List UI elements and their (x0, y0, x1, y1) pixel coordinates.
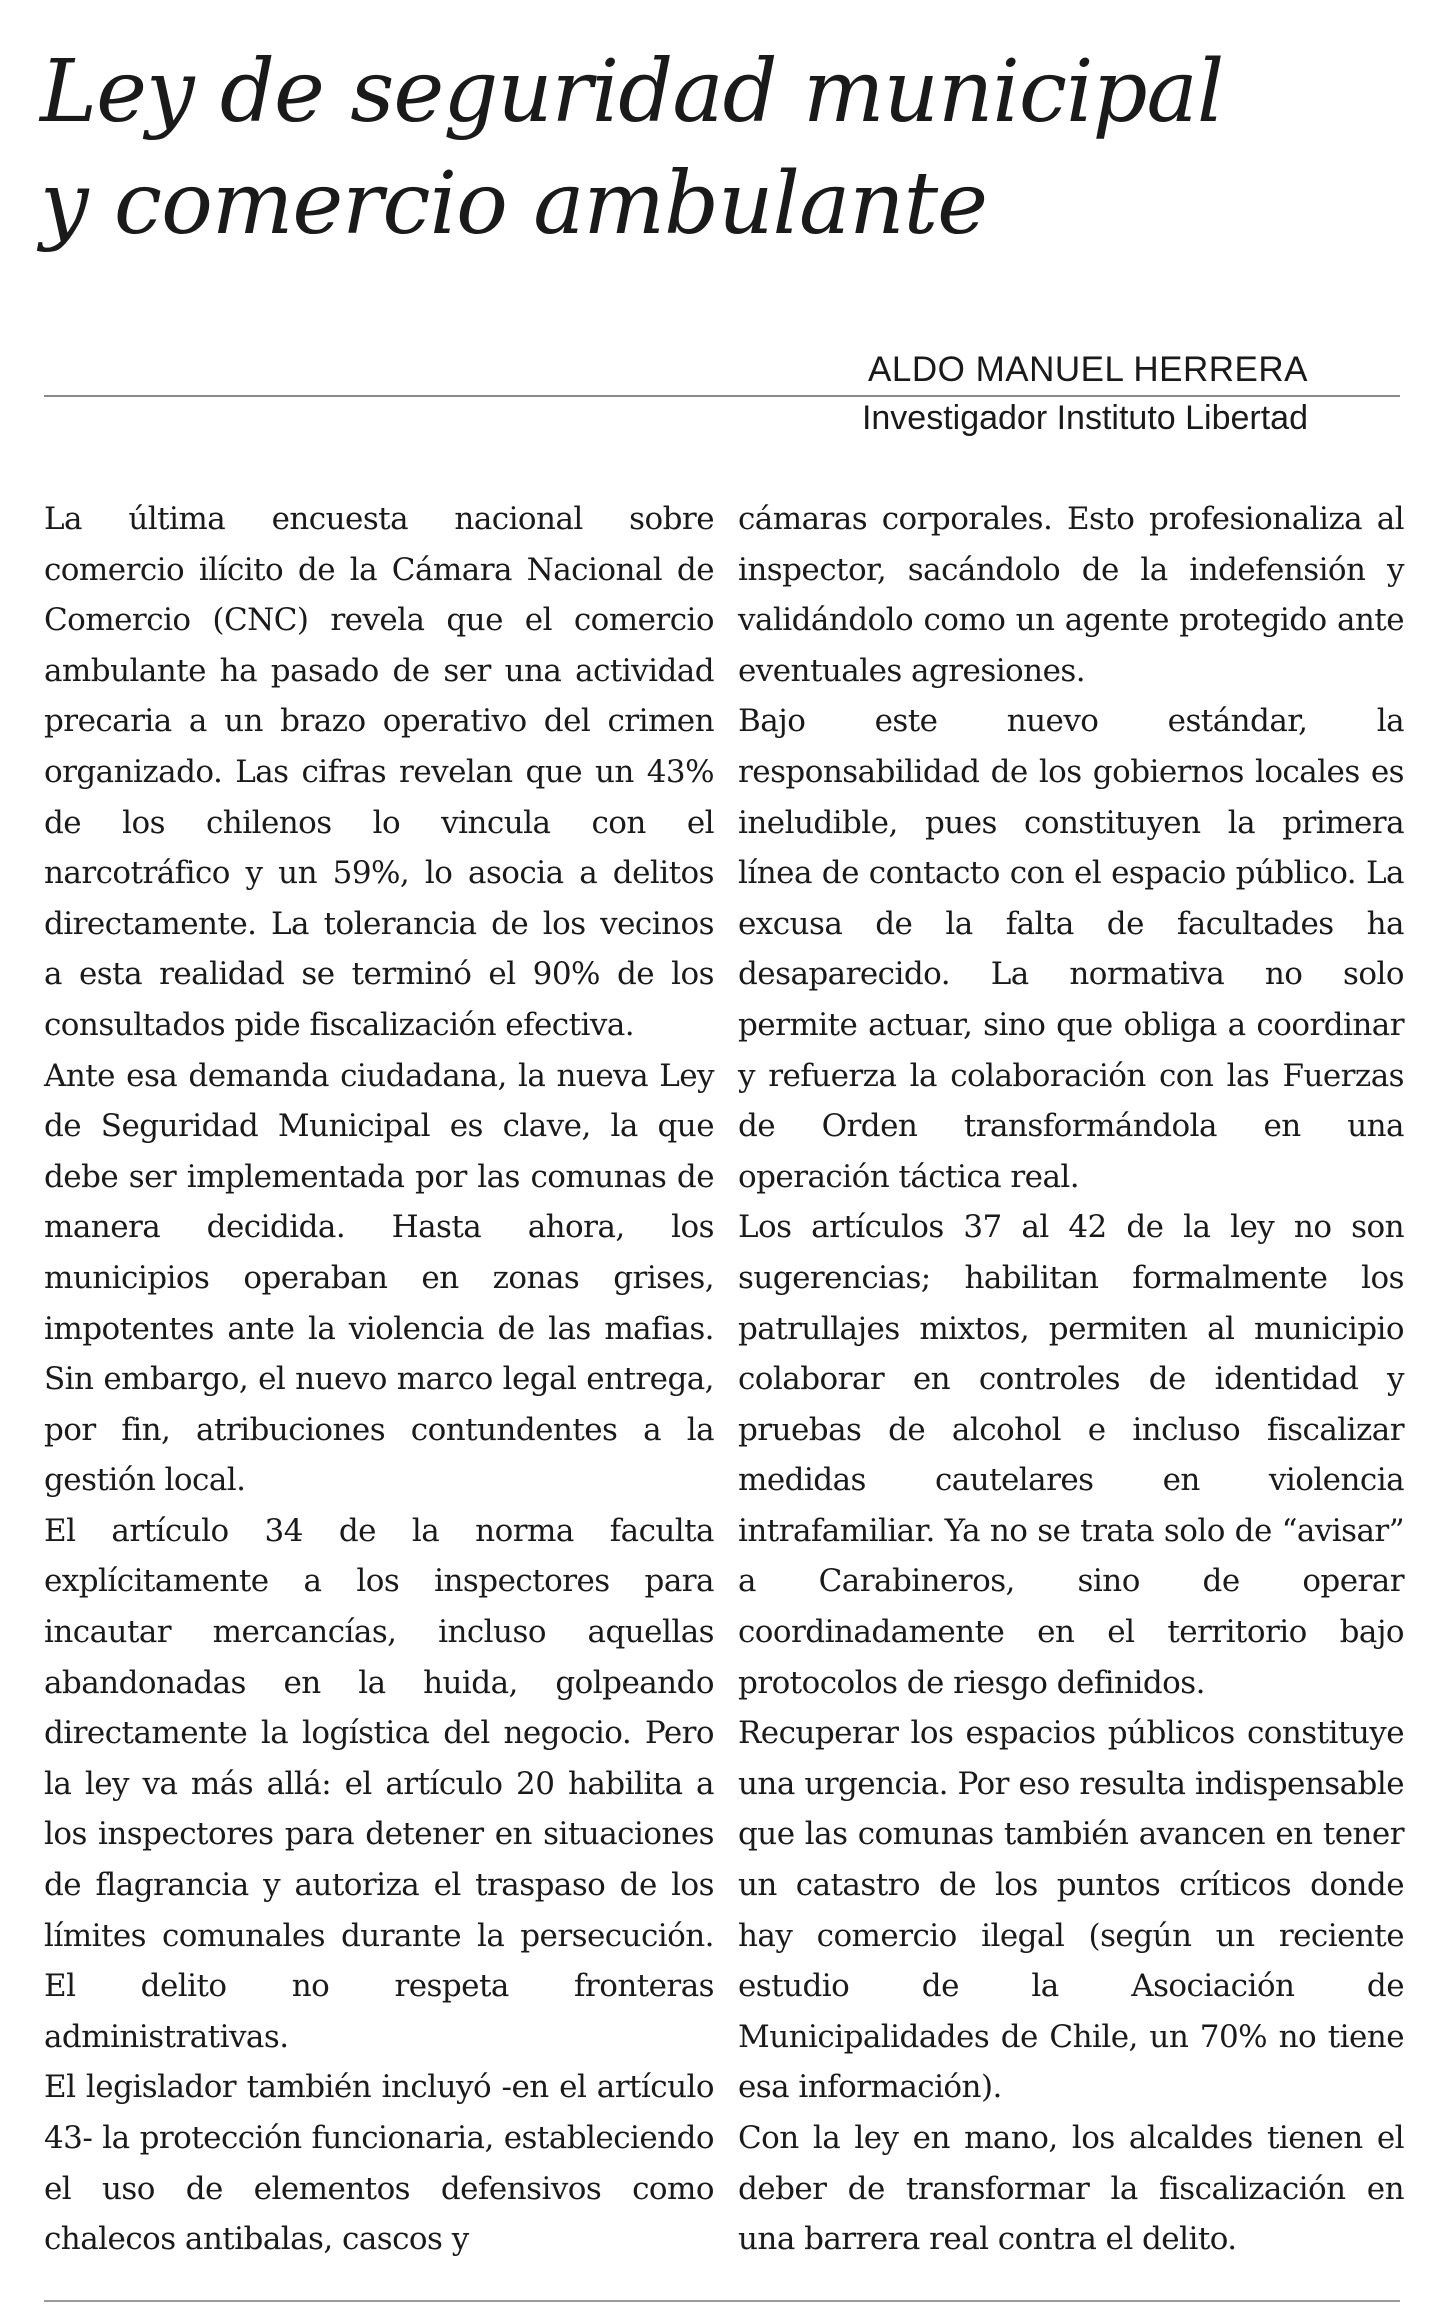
body-paragraph: Los artículos 37 al 42 de la ley no son sugerencias; habilitan formalmente los patrullajes mixtos, permiten al municipio colaborar en controles de identidad y pruebas de alcohol e incluso fiscalizar medidas cautelares en violencia intrafamiliar. Ya no se trata solo de “avisar” a Carabineros, sino de operar coordinadamente en el territorio bajo protocolos de riesgo definidos. (738, 1209, 1404, 1701)
body-paragraph: Recuperar los espacios públicos constituye una urgencia. Por eso resulta indispensable que las comunas también avancen en tener un catastro de los puntos críticos donde hay comercio ilegal (según un reciente estudio de la Asociación de Municipalidades de Chile, un 70% no tiene esa información). (738, 1715, 1404, 2106)
author-name: ALDO MANUEL HERRERA (868, 350, 1308, 389)
body-paragraph: Con la ley en mano, los alcaldes tienen el deber de transformar la fiscalización en una barrera real contra el delito. (738, 2120, 1404, 2258)
article-headline (40, 36, 1400, 260)
body-paragraph: Ante esa demanda ciudadana, la nueva Ley de Seguridad Municipal es clave, la que debe ser implementada por las comunas de manera decidida. Hasta ahora, los municipios operaban en zonas grises, impotentes ante la violencia de las mafias. Sin embargo, el nuevo marco legal entrega, por fin, atribuciones contundentes a la gestión local. (44, 1057, 714, 1499)
author-role: Investigador Instituto Libertad (861, 399, 1308, 437)
body-paragraph: Bajo este nuevo estándar, la responsabilidad de los gobiernos locales es ineludible, pues constituyen la primera línea de contacto con el espacio público. La excusa de la falta de facultades ha desaparecido. La normativa no solo permite actuar, sino que obliga a coordinar y refuerza la colaboración con las Fuerzas de Orden transformándola en una operación táctica real. (738, 703, 1404, 1195)
footer-divider (44, 2300, 1400, 2302)
body-paragraph: cámaras corporales. Esto profesionaliza al inspector, sacándolo de la indefensión y validándolo como un agente protegido ante eventuales agresiones. (738, 501, 1404, 689)
headline-line-2: y comercio ambulante (40, 154, 988, 254)
headline-line-1: Ley de seguridad municipal (40, 42, 1224, 142)
right-column (738, 494, 1404, 2265)
body-paragraph: La última encuesta nacional sobre comercio ilícito de la Cámara Nacional de Comercio (CNC) revela que el comercio ambulante ha pasado de ser una actividad precaria a un brazo operativo del crimen organizado. Las cifras revelan que un 43% de los chilenos lo vincula con el narcotráfico y un 59%, lo asocia a delitos directamente. La tolerancia de los vecinos a esta realidad se terminó el 90% de los consultados pide fiscalización efectiva. (44, 501, 714, 1043)
left-column (44, 494, 714, 2265)
byline (862, 346, 1308, 442)
header-divider (44, 395, 1400, 397)
body-paragraph: El legislador también incluyó -en el artículo 43- la protección funcionaria, estableciendo el uso de elementos defensivos como chalecos antibalas, cascos y (44, 2069, 714, 2258)
body-paragraph: El artículo 34 de la norma faculta explícitamente a los inspectores para incautar mercancías, incluso aquellas abandonadas en la huida, golpeando directamente la logística del negocio. Pero la ley va más allá: el artículo 20 habilita a los inspectores para detener en situaciones de flagrancia y autoriza el traspaso de los límites comunales durante la persecución. El delito no respeta fronteras administrativas. (44, 1512, 714, 2055)
